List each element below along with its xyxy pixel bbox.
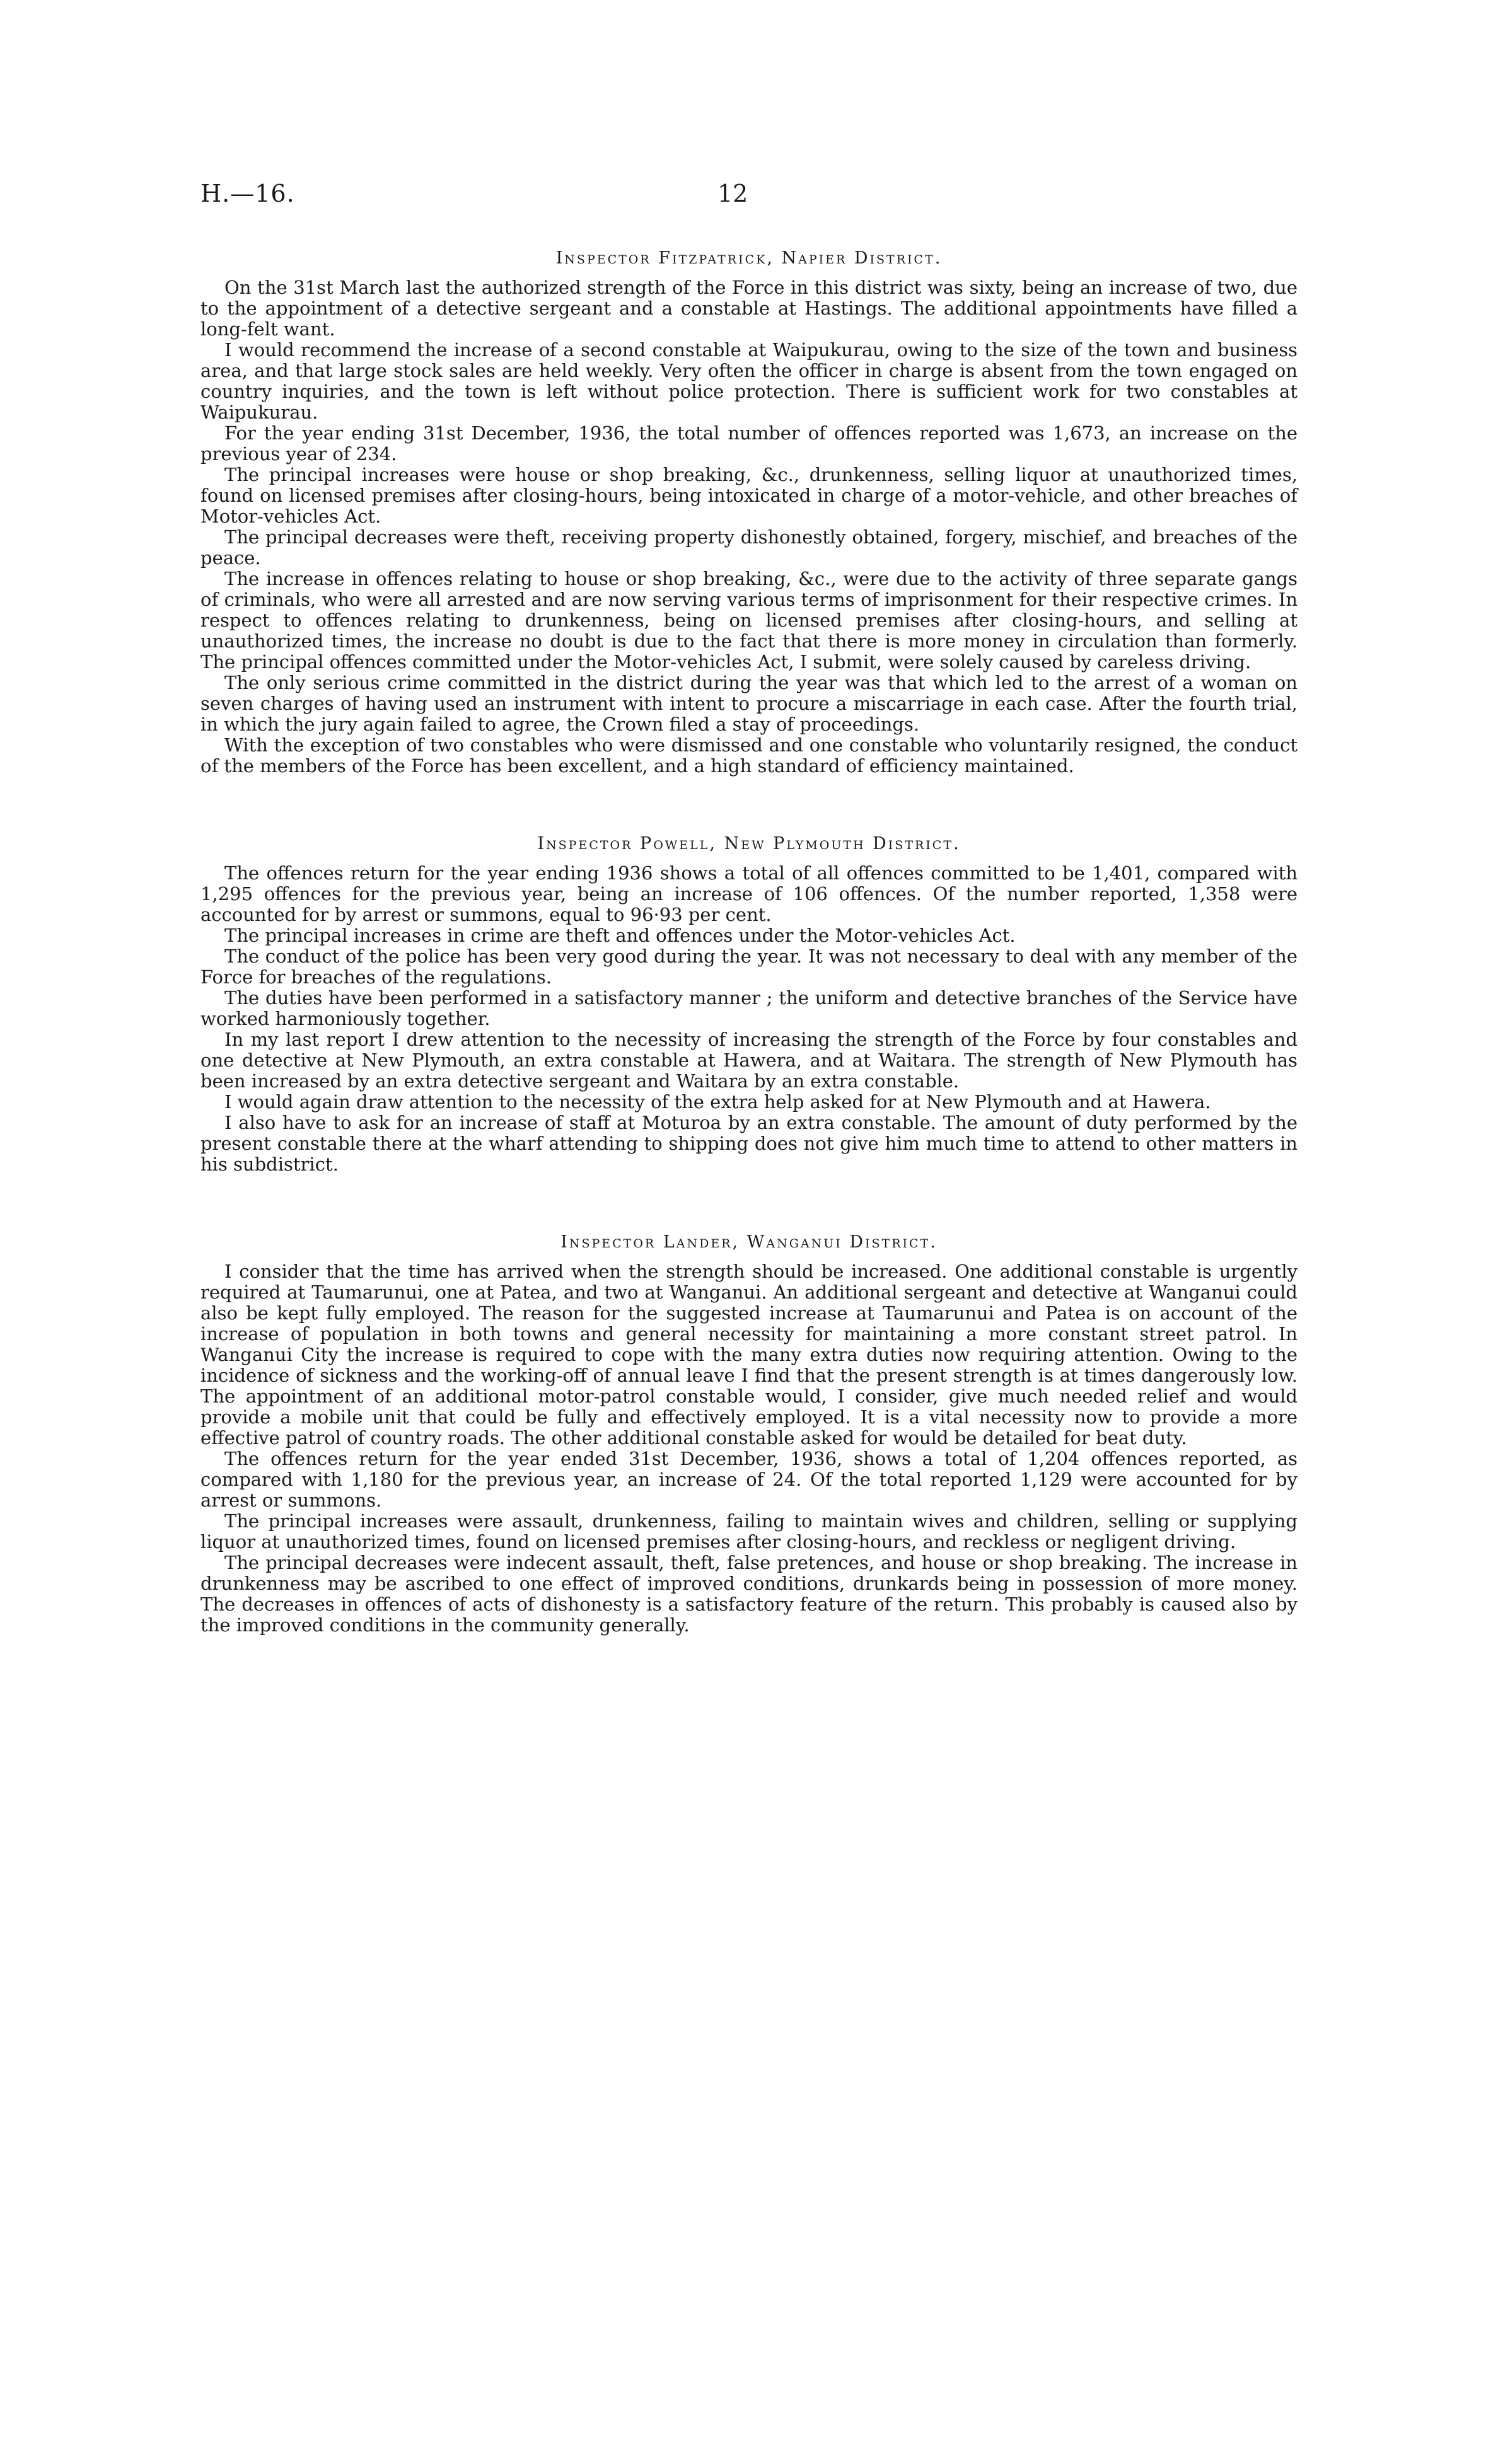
paragraph: The principal decreases were theft, receiving property dishonestly obtained, forgery, mischief, and breaches of the peace. xyxy=(200,526,1298,569)
section-new-plymouth xyxy=(200,833,1298,1175)
section-heading: Inspector Fitzpatrick, Napier District. xyxy=(555,248,943,268)
paragraph: I also have to ask for an increase of staff at Moturoa by an extra constable. The amount of duty performed by the present constable there at the wharf attending to shipping does not give him much time to attend to other matters in his subdistrict. xyxy=(200,1112,1298,1175)
paragraph: The principal decreases were indecent assault, theft, false pretences, and house or shop breaking. The increase in drunkenness may be ascribed to one effect of improved conditions, drunkards being in possession of more money. The decreases in offences of acts of dishonesty is a satisfactory feature of the return. This probably is caused also by the improved conditions in the community generally. xyxy=(200,1552,1298,1636)
page-number: 12 xyxy=(717,180,748,207)
paragraph: The offences return for the year ending 1936 shows a total of all offences committed to be 1,401, compared with 1,295 offences for the previous year, being an increase of 106 offences. Of the number reported, 1,358 were accounted for by arrest or summons, equal to 96·93 per cent. xyxy=(200,862,1298,925)
paragraph: On the 31st March last the authorized strength of the Force in this district was sixty, being an increase of two, due to the appointment of a detective sergeant and a constable at Hastings. The additional appointments have filled a long-felt want. xyxy=(200,277,1298,340)
paragraph: With the exception of two constables who were dismissed and one constable who voluntarily resigned, the conduct of the members of the Force has been excellent, and a high standard of efficiency maintained. xyxy=(200,734,1298,777)
paragraph: The conduct of the police has been very good during the year. It was not necessary to deal with any member of the Force for breaches of the regulations. xyxy=(200,946,1298,988)
paragraph: I would again draw attention to the necessity of the extra help asked for at New Plymouth and at Hawera. xyxy=(224,1091,1211,1113)
paragraph: The offences return for the year ended 31st December, 1936, shows a total of 1,204 offences reported, as compared with 1,180 for the previous year, an increase of 24. Of the total reported 1,129 were accounted for by arrest or summons. xyxy=(200,1448,1298,1511)
paragraph: The principal increases in crime are theft and offences under the Motor-vehicles Act. xyxy=(224,925,1016,946)
paragraph: For the year ending 31st December, 1936, the total number of offences reported was 1,673, an increase on the previous year of 234. xyxy=(200,422,1298,465)
paragraph: The duties have been performed in a satisfactory manner ; the uniform and detective branches of the Service have worked harmoniously together. xyxy=(200,987,1298,1029)
paragraph: I would recommend the increase of a second constable at Waipukurau, owing to the size of the town and business area, and that large stock sales are held weekly. Very often the officer in charge is absent from the town engaged on country inquiries, and the town is left without police protection. There is sufficient work for two constables at Waipukurau. xyxy=(200,339,1298,423)
section-heading: Inspector Lander, Wanganui District. xyxy=(560,1232,938,1252)
page-header xyxy=(0,180,1498,217)
report-body xyxy=(200,248,1298,1692)
paragraph: In my last report I drew attention to the necessity of increasing the strength of the Force by four constables and one detective at New Plymouth, an extra constable at Hawera, and at Waitara. The strength of New Plymouth has been increased by an extra detective sergeant and Waitara by an extra constable. xyxy=(200,1029,1298,1092)
paragraph: I consider that the time has arrived when the strength should be increased. One additional constable is urgently required at Taumarunui, one at Patea, and two at Wanganui. An additional sergeant and detective at Wanganui could also be kept fully employed. The reason for the suggested increase at Taumarunui and Patea is on account of the increase of population in both towns and general necessity for maintaining a more constant street patrol. In Wanganui City the increase is required to cope with the many extra duties now requiring attention. Owing to the incidence of sickness and the working-off of annual leave I find that the present strength is at times dangerously low. The appointment of an additional motor-patrol constable would, I consider, give much needed relief and would provide a mobile unit that could be fully and effectively employed. It is a vital necessity now to provide a more effective patrol of country roads. The other additional constable asked for would be detailed for beat duty. xyxy=(200,1261,1298,1449)
section-napier xyxy=(200,248,1298,777)
paragraph: The principal increases were assault, drunkenness, failing to maintain wives and children, selling or supplying liquor at unauthorized times, found on licensed premises after closing-hours, and reckless or negligent driving. xyxy=(200,1510,1298,1553)
section-wanganui xyxy=(200,1232,1298,1636)
paragraph: The increase in offences relating to house or shop breaking, &c., were due to the activity of three separate gangs of criminals, who were all arrested and are now serving various terms of imprisonment for their respective crimes. In respect to offences relating to drunkenness, being on licensed premises after closing-hours, and selling at unauthorized times, the increase no doubt is due to the fact that there is more money in circulation than formerly. The principal offences committed under the Motor-vehicles Act, I submit, were solely caused by careless driving. xyxy=(200,568,1298,673)
section-heading: Inspector Powell, New Plymouth District. xyxy=(537,834,961,853)
paragraph: The only serious crime committed in the district during the year was that which led to the arrest of a woman on seven charges of having used an instrument with intent to procure a miscarriage in each case. After the fourth trial, in which the jury again failed to agree, the Crown filed a stay of proceedings. xyxy=(200,672,1298,735)
document-reference: H.—16. xyxy=(200,180,295,207)
paragraph: The principal increases were house or shop breaking, &c., drunkenness, selling liquor at unauthorized times, found on licensed premises after closing-hours, being intoxicated in charge of a motor-vehicle, and other breaches of Motor-vehicles Act. xyxy=(200,464,1298,527)
